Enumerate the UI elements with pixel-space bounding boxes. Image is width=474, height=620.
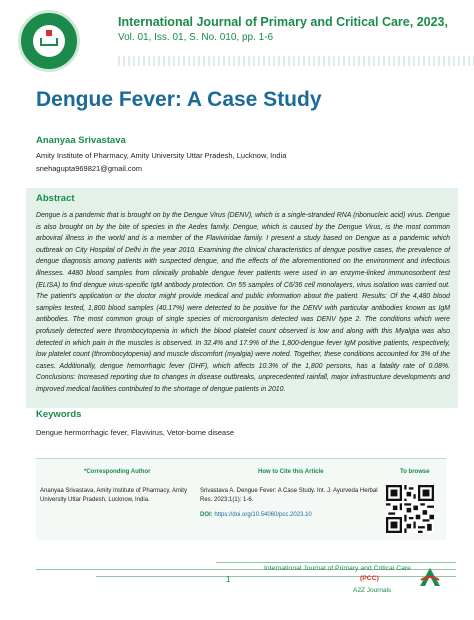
footer-publisher: A2Z Journals [353,587,392,594]
footer-decoration [36,560,456,584]
keywords-heading: Keywords [36,409,82,420]
doi-label: DOI: [200,512,213,518]
author-email[interactable]: snehagupta969821@gmail.com [36,164,143,173]
medical-cross-icon [46,30,52,36]
cite-text: Srivastava A. Dengue Fever: A Case Study. Int. J. Ayurveda Herbal Res. 2023;1(1): 1-6. [200,488,378,503]
keywords-text: Dengue hermorrhagic fever, Flavivirus, Vetor-borne disease [36,428,235,437]
header-decoration [118,56,474,66]
author-affiliation: Amity Institute of Pharmacy, Amity University Uttar Pradesh, Lucknow, India [36,151,287,160]
corresponding-author-heading: *Corresponding Author [84,469,151,475]
journal-logo-icon [18,10,80,72]
abstract-section [26,188,458,408]
doi-link[interactable]: https://doi.org/10.54060/pcc.2023.10 [214,512,312,518]
footer-journal-abbr: (PCC) [360,575,379,582]
abstract-heading: Abstract [36,193,75,204]
abstract-text: Dengue is a pandemic that is brought on by the Dengue Virus (DENV), which is a single-stranded RNA (ribonucleic acid) virus. Dengue is also brought on by the bite of species in the Aedes family. Dengue, which is caused by the Dengue Virus, is the most common arboviral illness in the world and is a member of the Flaviviridae family. I present a study based on Dengue as a pandemic which outbreak on City Hospital of Delhi in the year 2010. Examining the clinical characteristics of dengue positive cases, the prevalence of dengue diagnosis among patients with suspected dengue, and the effects of the aforementioned on the environment and infectious illnesses. 4480 blood samples from clinically probable dengue fever patients were used in an enzyme-linked immunosorbent test (ELISA) to find dengue virus-specific IgM antibody protection. On 55 samples of C6/36 cell monolayers, virus isolation was carried out. The patient's application or the doctor might provide medical and public information about the patient. Results: Of the 4,480 blood samples tested, 1,800 blood samples (40.17%) were detected to be positive for the DENV with particular antibodies known as IgM antibodies. The most common group of single species of microorganism detected was DENV type 2. The conditions which were profusely detected were thrombocytopenia in which the blood platelet count observed is low and along with this Myalgia was also detected in which pain in the muscles is observed. In 32.4% and 17.9% of the 1,800-dengue fever IgM positive patients, respectively, low platelet count (thrombocytopenia) and muscle discomfort (myalgia) were noted. Together, these conditions accounted for 3% of the cases. Additionally, dengue hemorrhagic fever (DHF), which affects 10.3% of the 1,800 persons, has a fatality rate of 0.08%. Conclusions: Increased reporting due to changes in disease outbreaks, unprecedented rainfall, major infrastructure developments and improved medical facilities contributed to the shortage of dengue patients in 2010. [36,212,450,393]
author-name: Ananyaa Srivastava [36,135,126,146]
page-number: 1 [226,575,231,584]
journal-meta: Vol. 01, Iss. 01, S. No. 010, pp. 1-6 [118,32,274,43]
publisher-logo-icon [418,566,442,588]
corresponding-author-text: Ananyaa Srivastava, Amity Institute of Pharmacy, Amity University Uttar Pradesh, Lucknow, India. [40,488,187,503]
footer-journal-name: International Journal of Primary and Critical Care [264,565,411,572]
hospital-bed-icon [40,38,58,46]
article-info-box [36,458,446,540]
doi-line[interactable] [200,512,312,518]
page-header [0,0,474,75]
browse-heading: To browse [400,469,430,475]
logo-emblem [33,25,65,57]
cite-heading: How to Cite this Article [258,469,324,475]
journal-title: International Journal of Primary and Critical Care, 2023, [118,15,448,29]
article-title: Dengue Fever: A Case Study [36,88,322,111]
qr-code-icon[interactable] [386,485,434,533]
